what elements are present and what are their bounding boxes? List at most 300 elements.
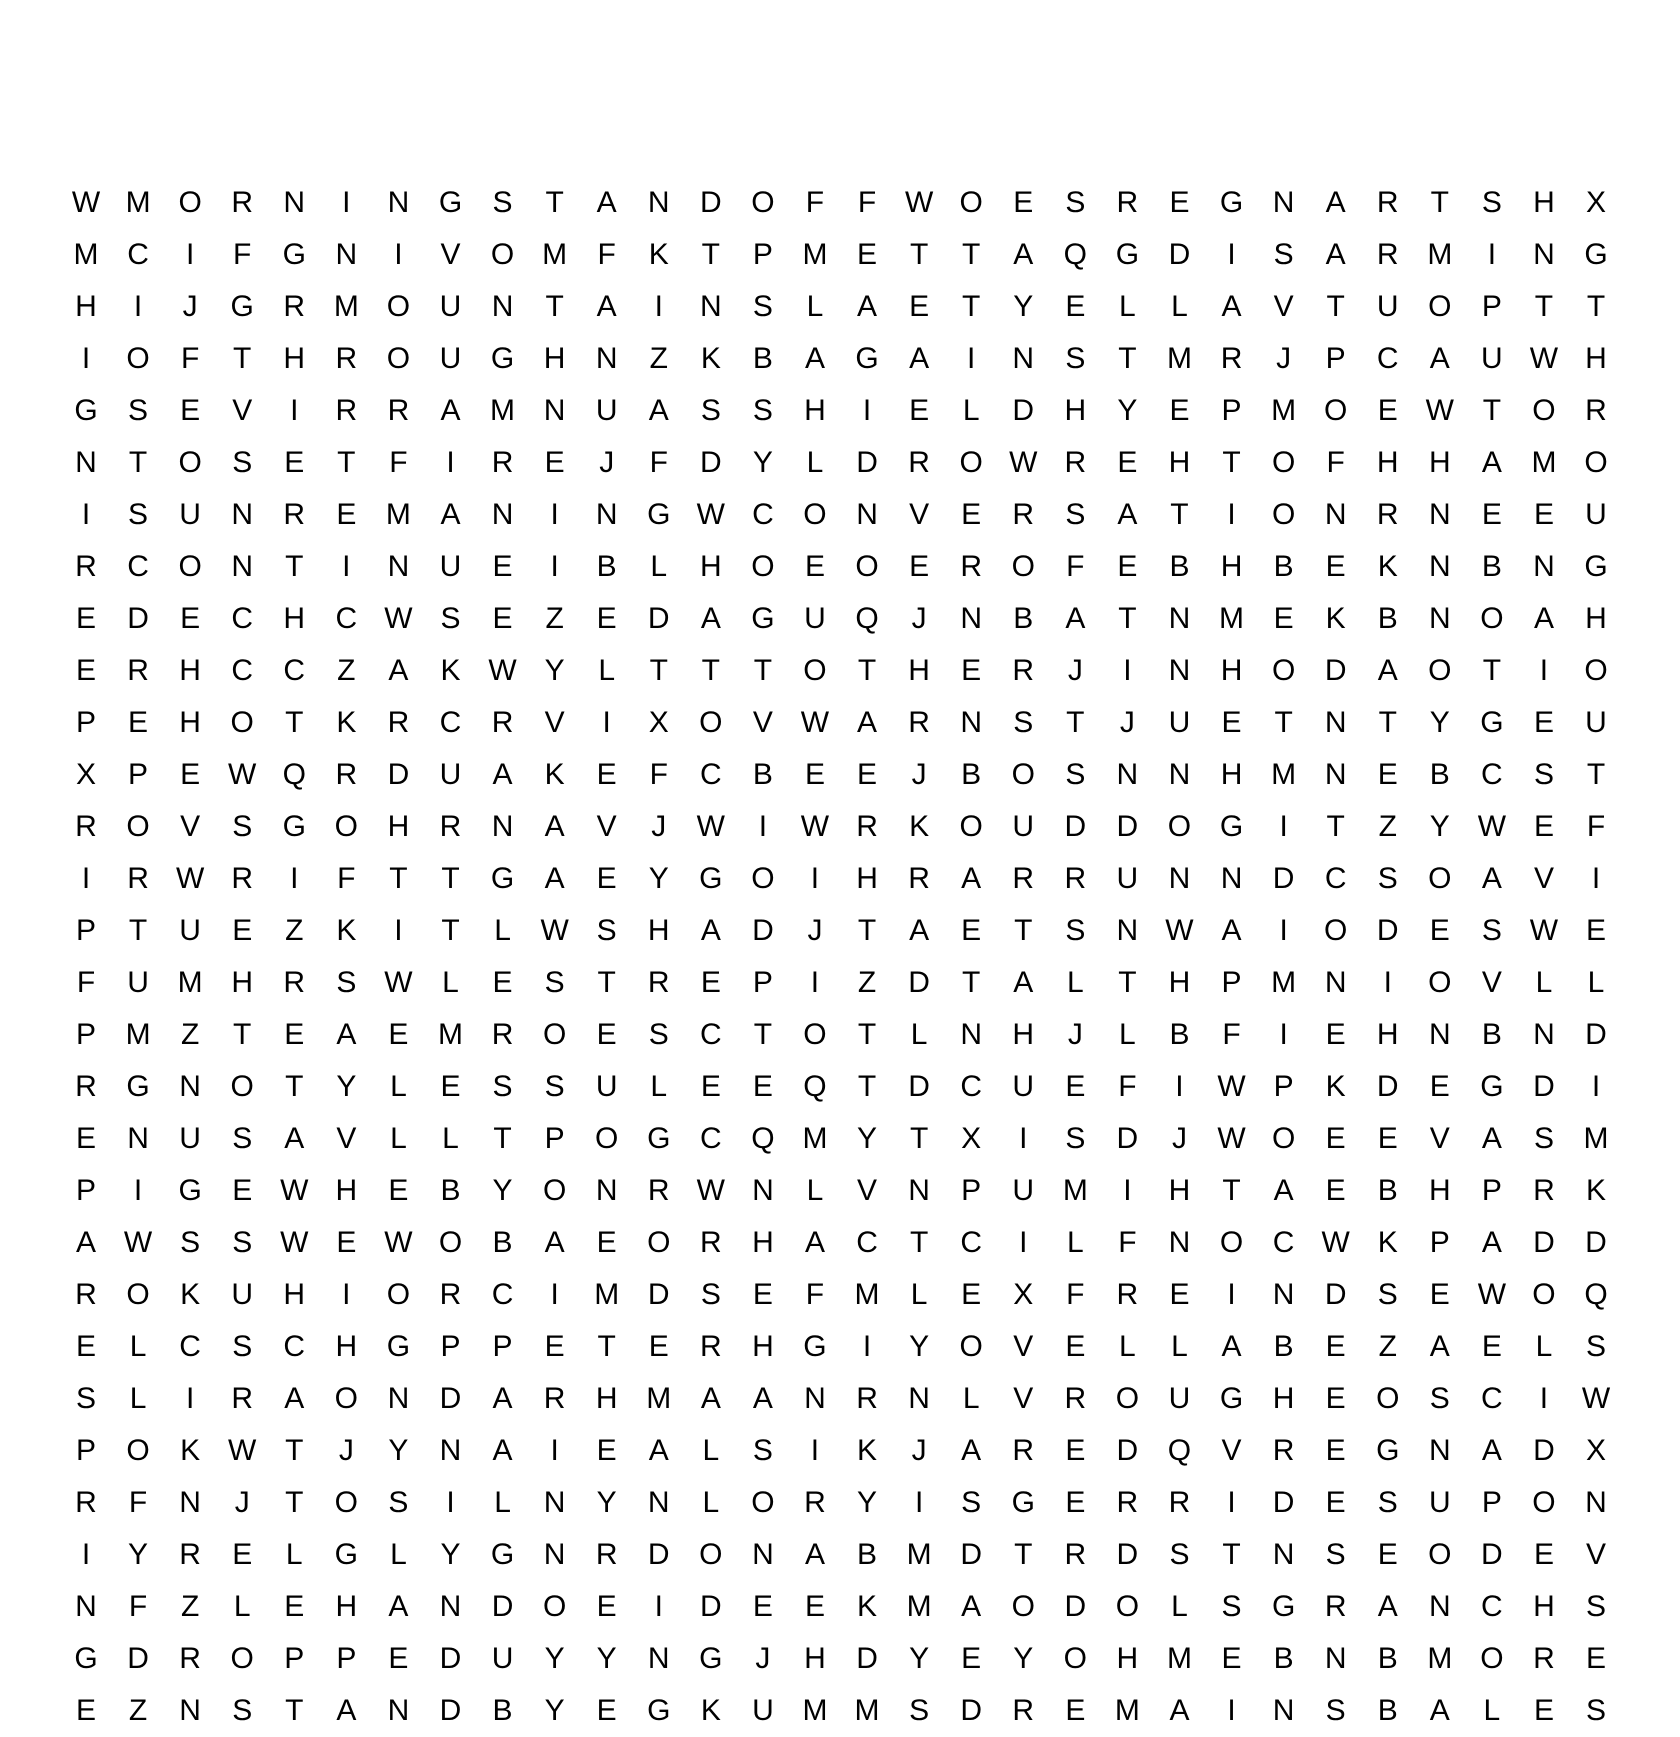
grid-letter[interactable]: U <box>439 758 462 791</box>
grid-letter[interactable]: S <box>1533 1122 1554 1155</box>
grid-letter[interactable]: A <box>1169 1694 1190 1727</box>
grid-letter[interactable]: F <box>857 186 877 219</box>
grid-letter[interactable]: I <box>810 966 820 999</box>
grid-letter[interactable]: N <box>1324 706 1347 739</box>
grid-letter[interactable]: L <box>910 1278 928 1311</box>
grid-letter[interactable]: W <box>904 186 934 219</box>
grid-letter[interactable]: R <box>1533 1642 1555 1675</box>
grid-letter[interactable]: V <box>1586 1538 1607 1571</box>
grid-letter[interactable]: E <box>128 706 149 739</box>
grid-letter[interactable]: U <box>179 914 201 947</box>
grid-letter[interactable]: R <box>804 1486 826 1519</box>
grid-letter[interactable]: O <box>699 1538 723 1571</box>
grid-letter[interactable]: W <box>280 1174 309 1207</box>
grid-letter[interactable]: A <box>596 290 617 323</box>
grid-letter[interactable]: E <box>596 602 617 635</box>
grid-letter[interactable]: H <box>1376 1018 1399 1051</box>
grid-letter[interactable]: B <box>1273 1330 1294 1363</box>
grid-letter[interactable]: Q <box>855 602 879 635</box>
grid-letter[interactable]: M <box>1583 1122 1609 1155</box>
grid-letter[interactable]: E <box>1533 1538 1554 1571</box>
grid-letter[interactable]: W <box>1321 1226 1350 1259</box>
grid-letter[interactable]: U <box>439 550 462 583</box>
grid-letter[interactable]: E <box>492 966 513 999</box>
grid-letter[interactable]: N <box>1533 550 1555 583</box>
grid-letter[interactable]: K <box>180 1434 201 1467</box>
grid-letter[interactable]: D <box>1116 1434 1139 1467</box>
grid-letter[interactable]: B <box>1377 1694 1398 1727</box>
grid-letter[interactable]: N <box>699 290 722 323</box>
grid-letter[interactable]: H <box>1533 1590 1555 1623</box>
grid-letter[interactable]: S <box>1377 1278 1398 1311</box>
grid-letter[interactable]: H <box>699 550 722 583</box>
grid-letter[interactable]: T <box>1326 290 1345 323</box>
grid-letter[interactable]: V <box>1221 1434 1242 1467</box>
grid-letter[interactable]: O <box>595 1122 619 1155</box>
grid-letter[interactable]: E <box>1429 1070 1450 1103</box>
grid-letter[interactable]: D <box>1376 1070 1399 1103</box>
grid-letter[interactable]: D <box>1272 862 1295 895</box>
grid-letter[interactable]: G <box>490 1538 515 1571</box>
grid-letter[interactable]: L <box>1171 1590 1188 1623</box>
grid-letter[interactable]: A <box>388 1590 409 1623</box>
grid-letter[interactable]: Q <box>1584 1278 1608 1311</box>
grid-letter[interactable]: D <box>960 1694 983 1727</box>
grid-letter[interactable]: P <box>1481 1486 1502 1519</box>
grid-letter[interactable]: S <box>232 1122 253 1155</box>
grid-letter[interactable]: O <box>1376 1382 1400 1415</box>
grid-letter[interactable]: A <box>1325 238 1346 271</box>
grid-letter[interactable]: O <box>1271 498 1296 531</box>
grid-letter[interactable]: S <box>180 1226 201 1259</box>
grid-letter[interactable]: G <box>282 810 306 843</box>
grid-letter[interactable]: B <box>1169 550 1190 583</box>
grid-letter[interactable]: E <box>1377 394 1398 427</box>
grid-letter[interactable]: D <box>1533 1226 1555 1259</box>
grid-letter[interactable]: E <box>1169 394 1190 427</box>
grid-letter[interactable]: L <box>1066 1226 1084 1259</box>
grid-letter[interactable]: K <box>180 1278 201 1311</box>
grid-letter[interactable]: H <box>804 394 826 427</box>
grid-letter[interactable]: A <box>75 1226 96 1259</box>
grid-letter[interactable]: H <box>335 1174 358 1207</box>
grid-letter[interactable]: B <box>961 758 982 791</box>
grid-letter[interactable]: T <box>233 1018 252 1051</box>
grid-letter[interactable]: V <box>752 706 773 739</box>
grid-letter[interactable]: C <box>1481 1590 1503 1623</box>
grid-letter[interactable]: U <box>179 498 201 531</box>
grid-letter[interactable]: J <box>234 1486 250 1519</box>
grid-letter[interactable]: W <box>696 498 725 531</box>
grid-letter[interactable]: E <box>961 1278 982 1311</box>
grid-letter[interactable]: I <box>1279 1018 1288 1051</box>
grid-letter[interactable]: I <box>446 1486 455 1519</box>
grid-letter[interactable]: L <box>442 966 459 999</box>
grid-letter[interactable]: N <box>231 550 254 583</box>
grid-letter[interactable]: M <box>854 1694 880 1727</box>
grid-letter[interactable]: A <box>909 342 930 375</box>
grid-letter[interactable]: M <box>73 238 99 271</box>
grid-letter[interactable]: L <box>598 654 616 687</box>
grid-letter[interactable]: O <box>959 186 983 219</box>
grid-letter[interactable]: T <box>857 1018 877 1051</box>
grid-letter[interactable]: M <box>333 290 359 323</box>
grid-letter[interactable]: N <box>543 1486 566 1519</box>
grid-letter[interactable]: E <box>1586 1642 1607 1675</box>
grid-letter[interactable]: M <box>177 966 203 999</box>
grid-letter[interactable]: X <box>75 758 96 791</box>
grid-letter[interactable]: T <box>1222 1538 1241 1571</box>
grid-letter[interactable]: E <box>1481 498 1502 531</box>
grid-letter[interactable]: L <box>390 1122 407 1155</box>
grid-letter[interactable]: Z <box>857 966 877 999</box>
grid-letter[interactable]: L <box>650 550 668 583</box>
grid-letter[interactable]: O <box>230 1642 254 1675</box>
grid-letter[interactable]: P <box>75 914 96 947</box>
grid-letter[interactable]: E <box>1013 186 1034 219</box>
grid-letter[interactable]: D <box>439 1694 462 1727</box>
grid-letter[interactable]: Y <box>1013 1642 1034 1675</box>
grid-letter[interactable]: N <box>752 1174 774 1207</box>
grid-letter[interactable]: F <box>1222 1018 1241 1051</box>
grid-letter[interactable]: U <box>439 290 462 323</box>
grid-letter[interactable]: M <box>802 1694 828 1727</box>
grid-letter[interactable]: E <box>1065 1694 1086 1727</box>
grid-letter[interactable]: Y <box>1429 810 1450 843</box>
grid-letter[interactable]: F <box>1118 1070 1137 1103</box>
grid-letter[interactable]: U <box>804 602 826 635</box>
grid-letter[interactable]: W <box>1529 914 1559 947</box>
grid-letter[interactable]: E <box>909 394 930 427</box>
grid-letter[interactable]: A <box>596 186 617 219</box>
grid-letter[interactable]: L <box>962 1382 980 1415</box>
grid-letter[interactable]: E <box>752 1590 773 1623</box>
grid-letter[interactable]: O <box>230 1070 254 1103</box>
grid-letter[interactable]: N <box>1168 758 1191 791</box>
grid-letter[interactable]: K <box>1377 1226 1398 1259</box>
grid-letter[interactable]: N <box>1428 550 1451 583</box>
grid-letter[interactable]: T <box>1222 446 1241 479</box>
grid-letter[interactable]: S <box>232 1226 253 1259</box>
grid-letter[interactable]: D <box>647 1538 670 1571</box>
grid-letter[interactable]: T <box>857 654 877 687</box>
grid-letter[interactable]: W <box>800 706 830 739</box>
grid-letter[interactable]: E <box>75 602 96 635</box>
grid-letter[interactable]: R <box>543 1382 566 1415</box>
grid-letter[interactable]: O <box>1271 446 1296 479</box>
grid-letter[interactable]: C <box>283 654 306 687</box>
grid-letter[interactable]: E <box>700 1070 721 1103</box>
grid-letter[interactable]: A <box>700 602 721 635</box>
grid-letter[interactable]: O <box>959 810 983 843</box>
grid-letter[interactable]: T <box>909 238 929 271</box>
grid-letter[interactable]: E <box>596 1590 617 1623</box>
grid-letter[interactable]: G <box>126 1070 150 1103</box>
grid-letter[interactable]: D <box>699 1590 722 1623</box>
grid-letter[interactable]: X <box>1013 1278 1034 1311</box>
grid-letter[interactable]: E <box>75 1694 96 1727</box>
grid-letter[interactable]: D <box>387 758 410 791</box>
grid-letter[interactable]: S <box>1273 238 1294 271</box>
grid-letter[interactable]: Z <box>285 914 304 947</box>
grid-letter[interactable]: I <box>1227 1486 1236 1519</box>
grid-letter[interactable]: A <box>1065 602 1086 635</box>
grid-letter[interactable]: M <box>490 394 516 427</box>
grid-letter[interactable]: J <box>755 1642 771 1675</box>
grid-letter[interactable]: E <box>232 1538 253 1571</box>
grid-letter[interactable]: W <box>175 862 205 895</box>
grid-letter[interactable]: W <box>800 810 830 843</box>
grid-letter[interactable]: O <box>1324 394 1348 427</box>
grid-letter[interactable]: V <box>1013 1330 1034 1363</box>
grid-letter[interactable]: D <box>856 1642 878 1675</box>
grid-letter[interactable]: T <box>285 550 304 583</box>
grid-letter[interactable]: I <box>1123 1174 1132 1207</box>
grid-letter[interactable]: J <box>338 1434 354 1467</box>
grid-letter[interactable]: H <box>179 706 201 739</box>
grid-letter[interactable]: O <box>959 1330 983 1363</box>
grid-letter[interactable]: O <box>126 1434 150 1467</box>
grid-letter[interactable]: U <box>1116 862 1139 895</box>
grid-letter[interactable]: U <box>1168 706 1191 739</box>
grid-letter[interactable]: Y <box>596 1642 617 1675</box>
grid-letter[interactable]: A <box>284 1382 305 1415</box>
grid-letter[interactable]: E <box>961 498 982 531</box>
grid-letter[interactable]: G <box>1219 186 1244 219</box>
grid-letter[interactable]: B <box>1377 602 1398 635</box>
grid-letter[interactable]: R <box>960 550 983 583</box>
grid-letter[interactable]: D <box>1116 1122 1139 1155</box>
grid-letter[interactable]: K <box>336 706 357 739</box>
grid-letter[interactable]: U <box>439 342 462 375</box>
grid-letter[interactable]: M <box>1219 602 1245 635</box>
grid-letter[interactable]: D <box>1481 1538 1503 1571</box>
grid-letter[interactable]: W <box>696 1174 725 1207</box>
grid-letter[interactable]: A <box>752 1382 773 1415</box>
grid-letter[interactable]: E <box>1429 1278 1450 1311</box>
grid-letter[interactable]: H <box>1116 1642 1139 1675</box>
grid-letter[interactable]: Q <box>1167 1434 1192 1467</box>
grid-letter[interactable]: R <box>127 862 149 895</box>
grid-letter[interactable]: M <box>906 1538 932 1571</box>
grid-letter[interactable]: U <box>1428 1486 1451 1519</box>
grid-letter[interactable]: T <box>1586 758 1606 791</box>
grid-letter[interactable]: F <box>649 758 668 791</box>
grid-letter[interactable]: S <box>596 914 617 947</box>
grid-letter[interactable]: O <box>490 238 515 271</box>
grid-letter[interactable]: Y <box>909 1330 930 1363</box>
grid-letter[interactable]: V <box>1481 966 1502 999</box>
grid-letter[interactable]: E <box>492 602 513 635</box>
grid-letter[interactable]: N <box>1272 1538 1295 1571</box>
grid-letter[interactable]: U <box>1168 1382 1191 1415</box>
grid-letter[interactable]: S <box>1065 1122 1086 1155</box>
grid-letter[interactable]: K <box>700 342 721 375</box>
grid-letter[interactable]: E <box>596 1226 617 1259</box>
grid-letter[interactable]: O <box>386 342 411 375</box>
grid-letter[interactable]: Y <box>1429 706 1450 739</box>
grid-letter[interactable]: L <box>1171 290 1188 323</box>
grid-letter[interactable]: O <box>751 1486 775 1519</box>
grid-letter[interactable]: K <box>1325 602 1346 635</box>
grid-letter[interactable]: S <box>648 1018 669 1051</box>
grid-letter[interactable]: L <box>129 1382 147 1415</box>
grid-letter[interactable]: M <box>542 238 568 271</box>
grid-letter[interactable]: G <box>803 1330 827 1363</box>
grid-letter[interactable]: A <box>336 1018 357 1051</box>
grid-letter[interactable]: S <box>232 810 253 843</box>
grid-letter[interactable]: N <box>1272 1694 1295 1727</box>
grid-letter[interactable]: E <box>804 550 825 583</box>
grid-letter[interactable]: T <box>1118 342 1137 375</box>
grid-letter[interactable]: W <box>1477 810 1507 843</box>
grid-letter[interactable]: X <box>648 706 669 739</box>
grid-letter[interactable]: G <box>699 1642 723 1675</box>
grid-letter[interactable]: I <box>81 862 91 895</box>
grid-letter[interactable]: R <box>231 186 254 219</box>
grid-letter[interactable]: I <box>550 1278 559 1311</box>
grid-letter[interactable]: E <box>1065 1486 1086 1519</box>
grid-letter[interactable]: Y <box>752 446 773 479</box>
grid-letter[interactable]: C <box>1481 1382 1503 1415</box>
grid-letter[interactable]: E <box>752 1278 773 1311</box>
grid-letter[interactable]: U <box>1376 290 1399 323</box>
grid-letter[interactable]: O <box>1428 862 1452 895</box>
grid-letter[interactable]: Y <box>1013 290 1034 323</box>
grid-letter[interactable]: R <box>335 394 358 427</box>
grid-letter[interactable]: E <box>804 1590 825 1623</box>
grid-letter[interactable]: T <box>962 238 981 271</box>
grid-letter[interactable]: A <box>909 914 930 947</box>
grid-letter[interactable]: N <box>647 1486 670 1519</box>
grid-letter[interactable]: P <box>75 706 96 739</box>
grid-letter[interactable]: C <box>1324 862 1347 895</box>
grid-letter[interactable]: I <box>185 238 195 271</box>
grid-letter[interactable]: N <box>1168 602 1191 635</box>
grid-letter[interactable]: S <box>1586 1330 1607 1363</box>
grid-letter[interactable]: N <box>1428 1590 1451 1623</box>
grid-letter[interactable]: J <box>1171 1122 1187 1155</box>
grid-letter[interactable]: C <box>1481 758 1503 791</box>
grid-letter[interactable]: L <box>129 1330 147 1363</box>
grid-letter[interactable]: I <box>394 914 403 947</box>
grid-letter[interactable]: D <box>908 1070 930 1103</box>
grid-letter[interactable]: I <box>914 1486 924 1519</box>
grid-letter[interactable]: E <box>75 1330 96 1363</box>
grid-letter[interactable]: E <box>544 1330 565 1363</box>
grid-letter[interactable]: A <box>1013 966 1034 999</box>
grid-letter[interactable]: T <box>909 1122 929 1155</box>
grid-letter[interactable]: M <box>125 186 151 219</box>
grid-letter[interactable]: P <box>75 1174 96 1207</box>
grid-letter[interactable]: D <box>1585 1018 1607 1051</box>
grid-letter[interactable]: R <box>491 1018 514 1051</box>
grid-letter[interactable]: H <box>75 290 97 323</box>
grid-letter[interactable]: E <box>1325 550 1346 583</box>
grid-letter[interactable]: T <box>597 1330 616 1363</box>
grid-letter[interactable]: C <box>439 706 462 739</box>
grid-letter[interactable]: Z <box>1378 1330 1397 1363</box>
grid-letter[interactable]: I <box>342 186 351 219</box>
grid-letter[interactable]: N <box>1272 1278 1295 1311</box>
grid-letter[interactable]: E <box>596 1434 617 1467</box>
grid-letter[interactable]: E <box>804 758 825 791</box>
grid-letter[interactable]: L <box>494 1486 511 1519</box>
grid-letter[interactable]: A <box>700 914 721 947</box>
grid-letter[interactable]: A <box>1013 238 1034 271</box>
grid-letter[interactable]: F <box>337 862 356 895</box>
grid-letter[interactable]: M <box>1166 342 1192 375</box>
grid-letter[interactable]: A <box>492 758 513 791</box>
grid-letter[interactable]: W <box>384 966 413 999</box>
grid-letter[interactable]: H <box>387 810 410 843</box>
grid-letter[interactable]: O <box>386 1278 411 1311</box>
grid-letter[interactable]: D <box>647 602 670 635</box>
grid-letter[interactable]: T <box>857 1070 877 1103</box>
grid-letter[interactable]: J <box>1119 706 1135 739</box>
grid-letter[interactable]: I <box>654 1590 663 1623</box>
grid-letter[interactable]: A <box>648 394 669 427</box>
grid-letter[interactable]: S <box>1586 1694 1607 1727</box>
grid-letter[interactable]: H <box>1064 394 1087 427</box>
grid-letter[interactable]: E <box>388 1018 409 1051</box>
grid-letter[interactable]: N <box>595 498 618 531</box>
grid-letter[interactable]: L <box>962 394 980 427</box>
grid-letter[interactable]: I <box>550 550 559 583</box>
grid-letter[interactable]: Q <box>803 1070 827 1103</box>
grid-letter[interactable]: R <box>1012 1694 1035 1727</box>
grid-letter[interactable]: T <box>909 1226 929 1259</box>
grid-letter[interactable]: N <box>1428 498 1451 531</box>
grid-letter[interactable]: N <box>179 1070 201 1103</box>
grid-letter[interactable]: E <box>1533 706 1554 739</box>
grid-letter[interactable]: I <box>1227 1278 1236 1311</box>
grid-letter[interactable]: I <box>550 498 559 531</box>
grid-letter[interactable]: T <box>962 290 981 323</box>
grid-letter[interactable]: R <box>283 966 306 999</box>
grid-letter[interactable]: V <box>596 810 617 843</box>
grid-letter[interactable]: E <box>909 290 930 323</box>
grid-letter[interactable]: N <box>752 1538 774 1571</box>
grid-letter[interactable]: Y <box>857 1122 878 1155</box>
grid-letter[interactable]: D <box>960 1538 983 1571</box>
grid-letter[interactable]: G <box>1480 1070 1504 1103</box>
grid-letter[interactable]: F <box>180 342 200 375</box>
grid-letter[interactable]: N <box>1428 602 1451 635</box>
grid-letter[interactable]: I <box>1539 654 1549 687</box>
grid-letter[interactable]: R <box>856 1382 878 1415</box>
grid-letter[interactable]: B <box>752 342 773 375</box>
grid-letter[interactable]: A <box>1481 1434 1502 1467</box>
grid-letter[interactable]: C <box>179 1330 201 1363</box>
grid-letter[interactable]: R <box>647 966 670 999</box>
grid-letter[interactable]: C <box>335 602 358 635</box>
grid-letter[interactable]: S <box>1586 1590 1607 1623</box>
grid-letter[interactable]: L <box>1483 1694 1501 1727</box>
grid-letter[interactable]: E <box>1533 1694 1554 1727</box>
grid-letter[interactable]: E <box>1065 1434 1086 1467</box>
grid-letter[interactable]: O <box>803 654 827 687</box>
grid-letter[interactable]: C <box>231 654 254 687</box>
grid-letter[interactable]: E <box>492 550 513 583</box>
grid-letter[interactable]: B <box>1481 550 1502 583</box>
grid-letter[interactable]: D <box>1533 1070 1555 1103</box>
grid-letter[interactable]: R <box>387 394 410 427</box>
grid-letter[interactable]: M <box>1271 394 1297 427</box>
grid-letter[interactable]: Z <box>545 602 564 635</box>
grid-letter[interactable]: G <box>699 862 723 895</box>
grid-letter[interactable]: H <box>1220 550 1243 583</box>
